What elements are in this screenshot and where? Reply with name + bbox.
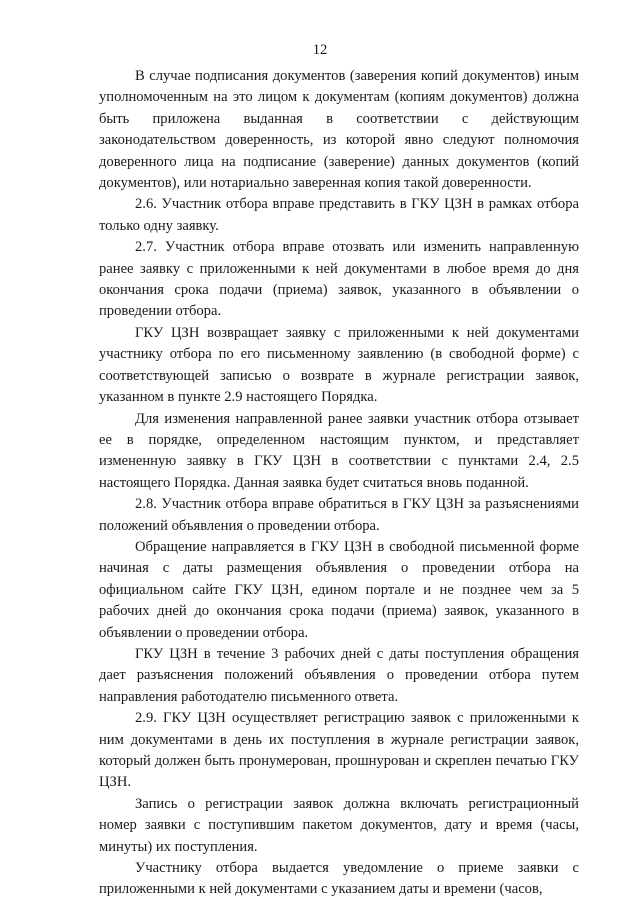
paragraph-return-application: ГКУ ЦЗН возвращает заявку с приложенными к ней документами участнику отбора по его письменному заявлению (в свободной форме) с соответствующей записью о возврате в журнале регистрации заявок, указанном в пункте 2.9 настоящего Порядка. bbox=[99, 324, 579, 406]
paragraph-clarification-response: ГКУ ЦЗН в течение 3 рабочих дней с даты поступления обращения дает разъяснения положений объявления о проведении отбора путем направления работодателю письменного ответа. bbox=[99, 645, 579, 705]
paragraph-registration-record: Запись о регистрации заявок должна включать регистрационный номер заявки с поступившим пакетом документов, дату и время (часы, минуты) их поступления. bbox=[99, 795, 579, 855]
document-body bbox=[99, 66, 579, 901]
page-number: 12 bbox=[312, 42, 328, 58]
paragraph-notification: Участнику отбора выдается уведомление о приеме заявки с приложенными к ней документами с указанием даты и времени (часов, bbox=[99, 860, 579, 898]
paragraph-2-9: 2.9. ГКУ ЦЗН осуществляет регистрацию заявок с приложенными к ним документами в день их поступления в журнале регистрации заявок, который должен быть пронумерован, прошнурован и скреплен печатью ГКУ ЦЗН. bbox=[99, 710, 579, 791]
paragraph-2-7: 2.7. Участник отбора вправе отозвать или изменить направленную ранее заявку с приложенными к ней документами в любое время до дня окончания срока подачи (приема) заявок, указанного в объявлении о проведении отбора. bbox=[99, 239, 579, 320]
paragraph-request-form: Обращение направляется в ГКУ ЦЗН в свободной письменной форме начиная с даты размещения объявления о проведении отбора на официальном сайте ГКУ ЦЗН, едином портале и не позднее чем за 5 рабочих дней до окончания срока подачи (приема) заявок, указанного в объявлении о проведении отбора. bbox=[99, 538, 579, 641]
paragraph-signing-authority: В случае подписания документов (заверения копий документов) иным уполномоченным на это лицом к документам (копиям документов) должна быть приложена выданная в соответствии с действующим законодательством доверенность, из которой явно следуют полномочия доверенного лица на подписание (заверение) данных документов (копий документов), или нотариально заверенная копия такой доверенности. bbox=[99, 68, 579, 192]
paragraph-2-8: 2.8. Участник отбора вправе обратиться в ГКУ ЦЗН за разъяснениями положений объявления о проведении отбора. bbox=[99, 496, 579, 534]
paragraph-change-application: Для изменения направленной ранее заявки участник отбора отзывает ее в порядке, определенном настоящим пунктом, и представляет измененную заявку в ГКУ ЦЗН в соответствии с пунктами 2.4, 2.5 настоящего Порядка. Данная заявка будет считаться вновь поданной. bbox=[99, 410, 579, 491]
paragraph-2-6: 2.6. Участник отбора вправе представить в ГКУ ЦЗН в рамках отбора только одну заявку. bbox=[99, 196, 579, 234]
